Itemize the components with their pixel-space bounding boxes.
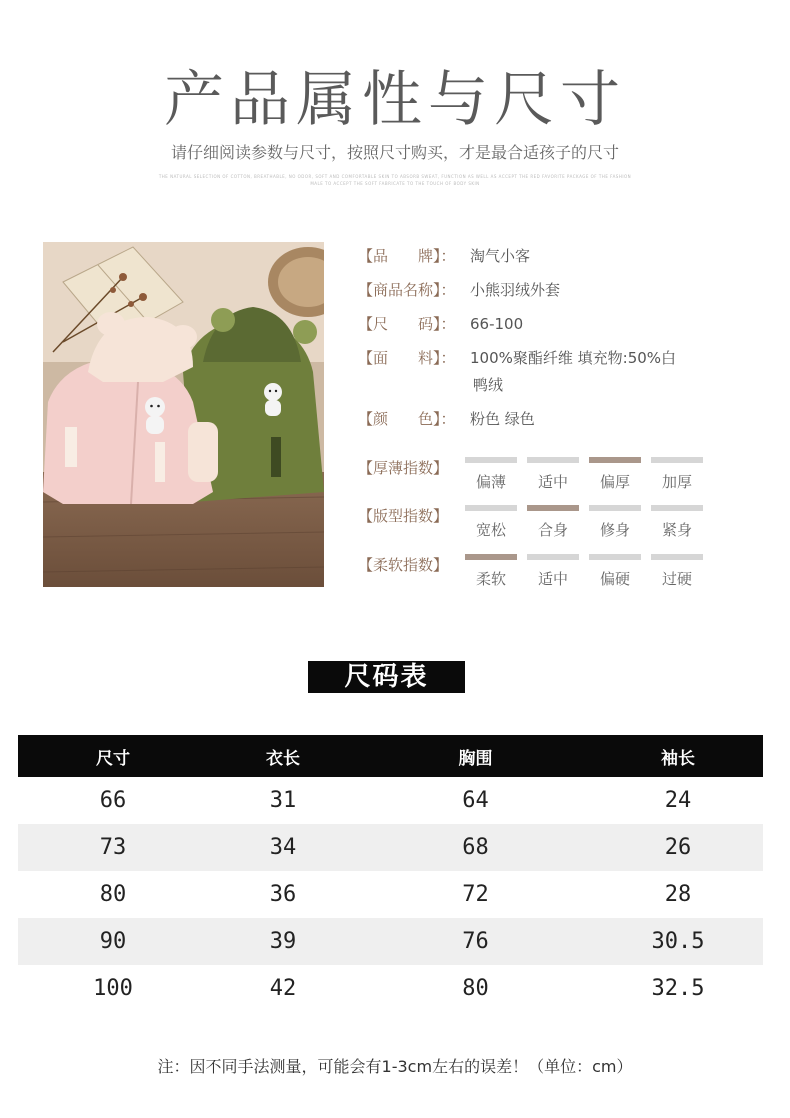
header-cell: 尺寸: [96, 748, 130, 769]
index-bar: [465, 505, 517, 511]
attribute-value: 淘气小客: [470, 247, 531, 265]
index-option: [465, 554, 517, 589]
attribute-row-size: [358, 313, 523, 334]
table-cell: 72: [462, 882, 489, 907]
page-title: 产品属性与尺寸: [164, 65, 626, 135]
table-cell: 39: [269, 929, 297, 954]
table-cell: 64: [462, 788, 489, 813]
attribute-value: 100%聚酯纤维 填充物:50%白: [470, 349, 677, 367]
header-cell: 衣长: [266, 748, 300, 769]
table-row: [18, 824, 763, 871]
index-option: [527, 554, 579, 589]
fine-print-line: MALE TO ACCEPT THE SOFT FABRICATE TO THE TOUCH OF BODY SKIN: [310, 181, 480, 186]
thickness-index-label: 【厚薄指数】: [358, 459, 449, 477]
index-option: [589, 505, 641, 540]
index-option-label: 修身: [599, 521, 630, 539]
index-option-label: 适中: [537, 473, 568, 491]
index-bar: [651, 505, 703, 511]
size-table: [18, 735, 763, 1012]
index-bar: [589, 505, 641, 511]
table-cell: 100: [93, 976, 133, 1001]
table-cell: 42: [269, 976, 297, 1001]
index-option: [527, 505, 579, 540]
table-cell: 73: [99, 835, 127, 860]
index-option: [527, 457, 579, 492]
table-cell: 28: [664, 882, 692, 907]
table-cell: 80: [99, 882, 127, 907]
index-option-label: 合身: [537, 521, 568, 539]
attribute-key: 【面 料】：: [358, 349, 456, 367]
table-cell: 31: [269, 788, 297, 813]
product-photo: [43, 242, 324, 587]
index-option: [651, 554, 703, 589]
fit-index-label: 【版型指数】: [358, 507, 449, 525]
attribute-value: 小熊羽绒外套: [470, 281, 561, 299]
table-cell: 90: [99, 929, 127, 954]
table-cell: 32.5: [651, 976, 705, 1001]
table-cell: 36: [269, 882, 297, 907]
attribute-key: 【尺 码】：: [358, 315, 456, 333]
index-bar: [527, 554, 579, 560]
index-option-label: 过硬: [661, 570, 692, 588]
index-bar: [589, 554, 641, 560]
attribute-row-fabric: [358, 347, 676, 368]
index-bar-selected: [589, 457, 641, 463]
index-option-label: 偏厚: [599, 473, 630, 491]
index-option-label: 偏硬: [599, 570, 630, 588]
index-option: [465, 505, 517, 540]
attribute-row-color: [358, 408, 535, 429]
table-row: [18, 777, 763, 824]
page-subtitle: 请仔细阅读参数与尺寸，按照尺寸购买，才是最合适孩子的尺寸: [170, 143, 619, 162]
index-bar: [527, 457, 579, 463]
header-cell: 袖长: [661, 748, 695, 769]
table-row: [18, 871, 763, 918]
size-chart-title: 尺码表: [308, 661, 465, 693]
measurement-note: 注：因不同手法测量，可能会有1-3cm左右的误差！（单位：cm）: [157, 1057, 633, 1076]
table-row: [18, 965, 763, 1012]
table-cell: 80: [462, 976, 489, 1001]
attribute-value: 粉色 绿色: [470, 410, 535, 428]
table-cell: 68: [462, 835, 489, 860]
index-bar-selected: [527, 505, 579, 511]
index-bar: [651, 554, 703, 560]
index-bar: [465, 457, 517, 463]
attribute-row-brand: [358, 245, 530, 266]
size-table-header: [18, 735, 763, 777]
header-cell: 胸围: [458, 748, 493, 769]
table-cell: 24: [664, 788, 692, 813]
table-cell: 26: [664, 835, 692, 860]
index-option-label: 加厚: [661, 473, 692, 491]
index-option-label: 宽松: [475, 521, 506, 539]
index-bar: [651, 457, 703, 463]
index-option: [589, 554, 641, 589]
index-option-label: 偏薄: [475, 473, 506, 491]
index-option: [589, 457, 641, 492]
fine-print-line: THE NATURAL SELECTION OF COTTON, BREATHABLE, NO ODOR, SOFT AND COMFORTABLE SKIN TO ABSORB SWEAT, FUNCTION AS WELL AS ACCEPT THE RED FAVORITE PACKAGE OF THE FASHION: [158, 174, 632, 179]
index-option: [651, 505, 703, 540]
index-option-label: 紧身: [661, 521, 692, 539]
table-cell: 66: [99, 788, 127, 813]
index-option-label: 柔软: [475, 570, 506, 588]
index-option: [465, 457, 517, 492]
table-cell: 76: [462, 929, 489, 954]
attribute-value-continued: 鸭绒: [473, 376, 504, 394]
table-cell: 34: [269, 835, 297, 860]
index-bar-selected: [465, 554, 517, 560]
attribute-value: 66-100: [470, 315, 524, 333]
attribute-key: 【品 牌】：: [358, 247, 456, 265]
table-cell: 30.5: [651, 929, 705, 954]
index-option-label: 适中: [537, 570, 568, 588]
softness-index-label: 【柔软指数】: [358, 556, 449, 574]
attribute-key: 【商品名称】：: [358, 281, 456, 299]
attribute-row-name: [358, 279, 560, 300]
index-option: [651, 457, 703, 492]
attribute-key: 【颜 色】：: [358, 410, 456, 428]
table-row: [18, 918, 763, 965]
